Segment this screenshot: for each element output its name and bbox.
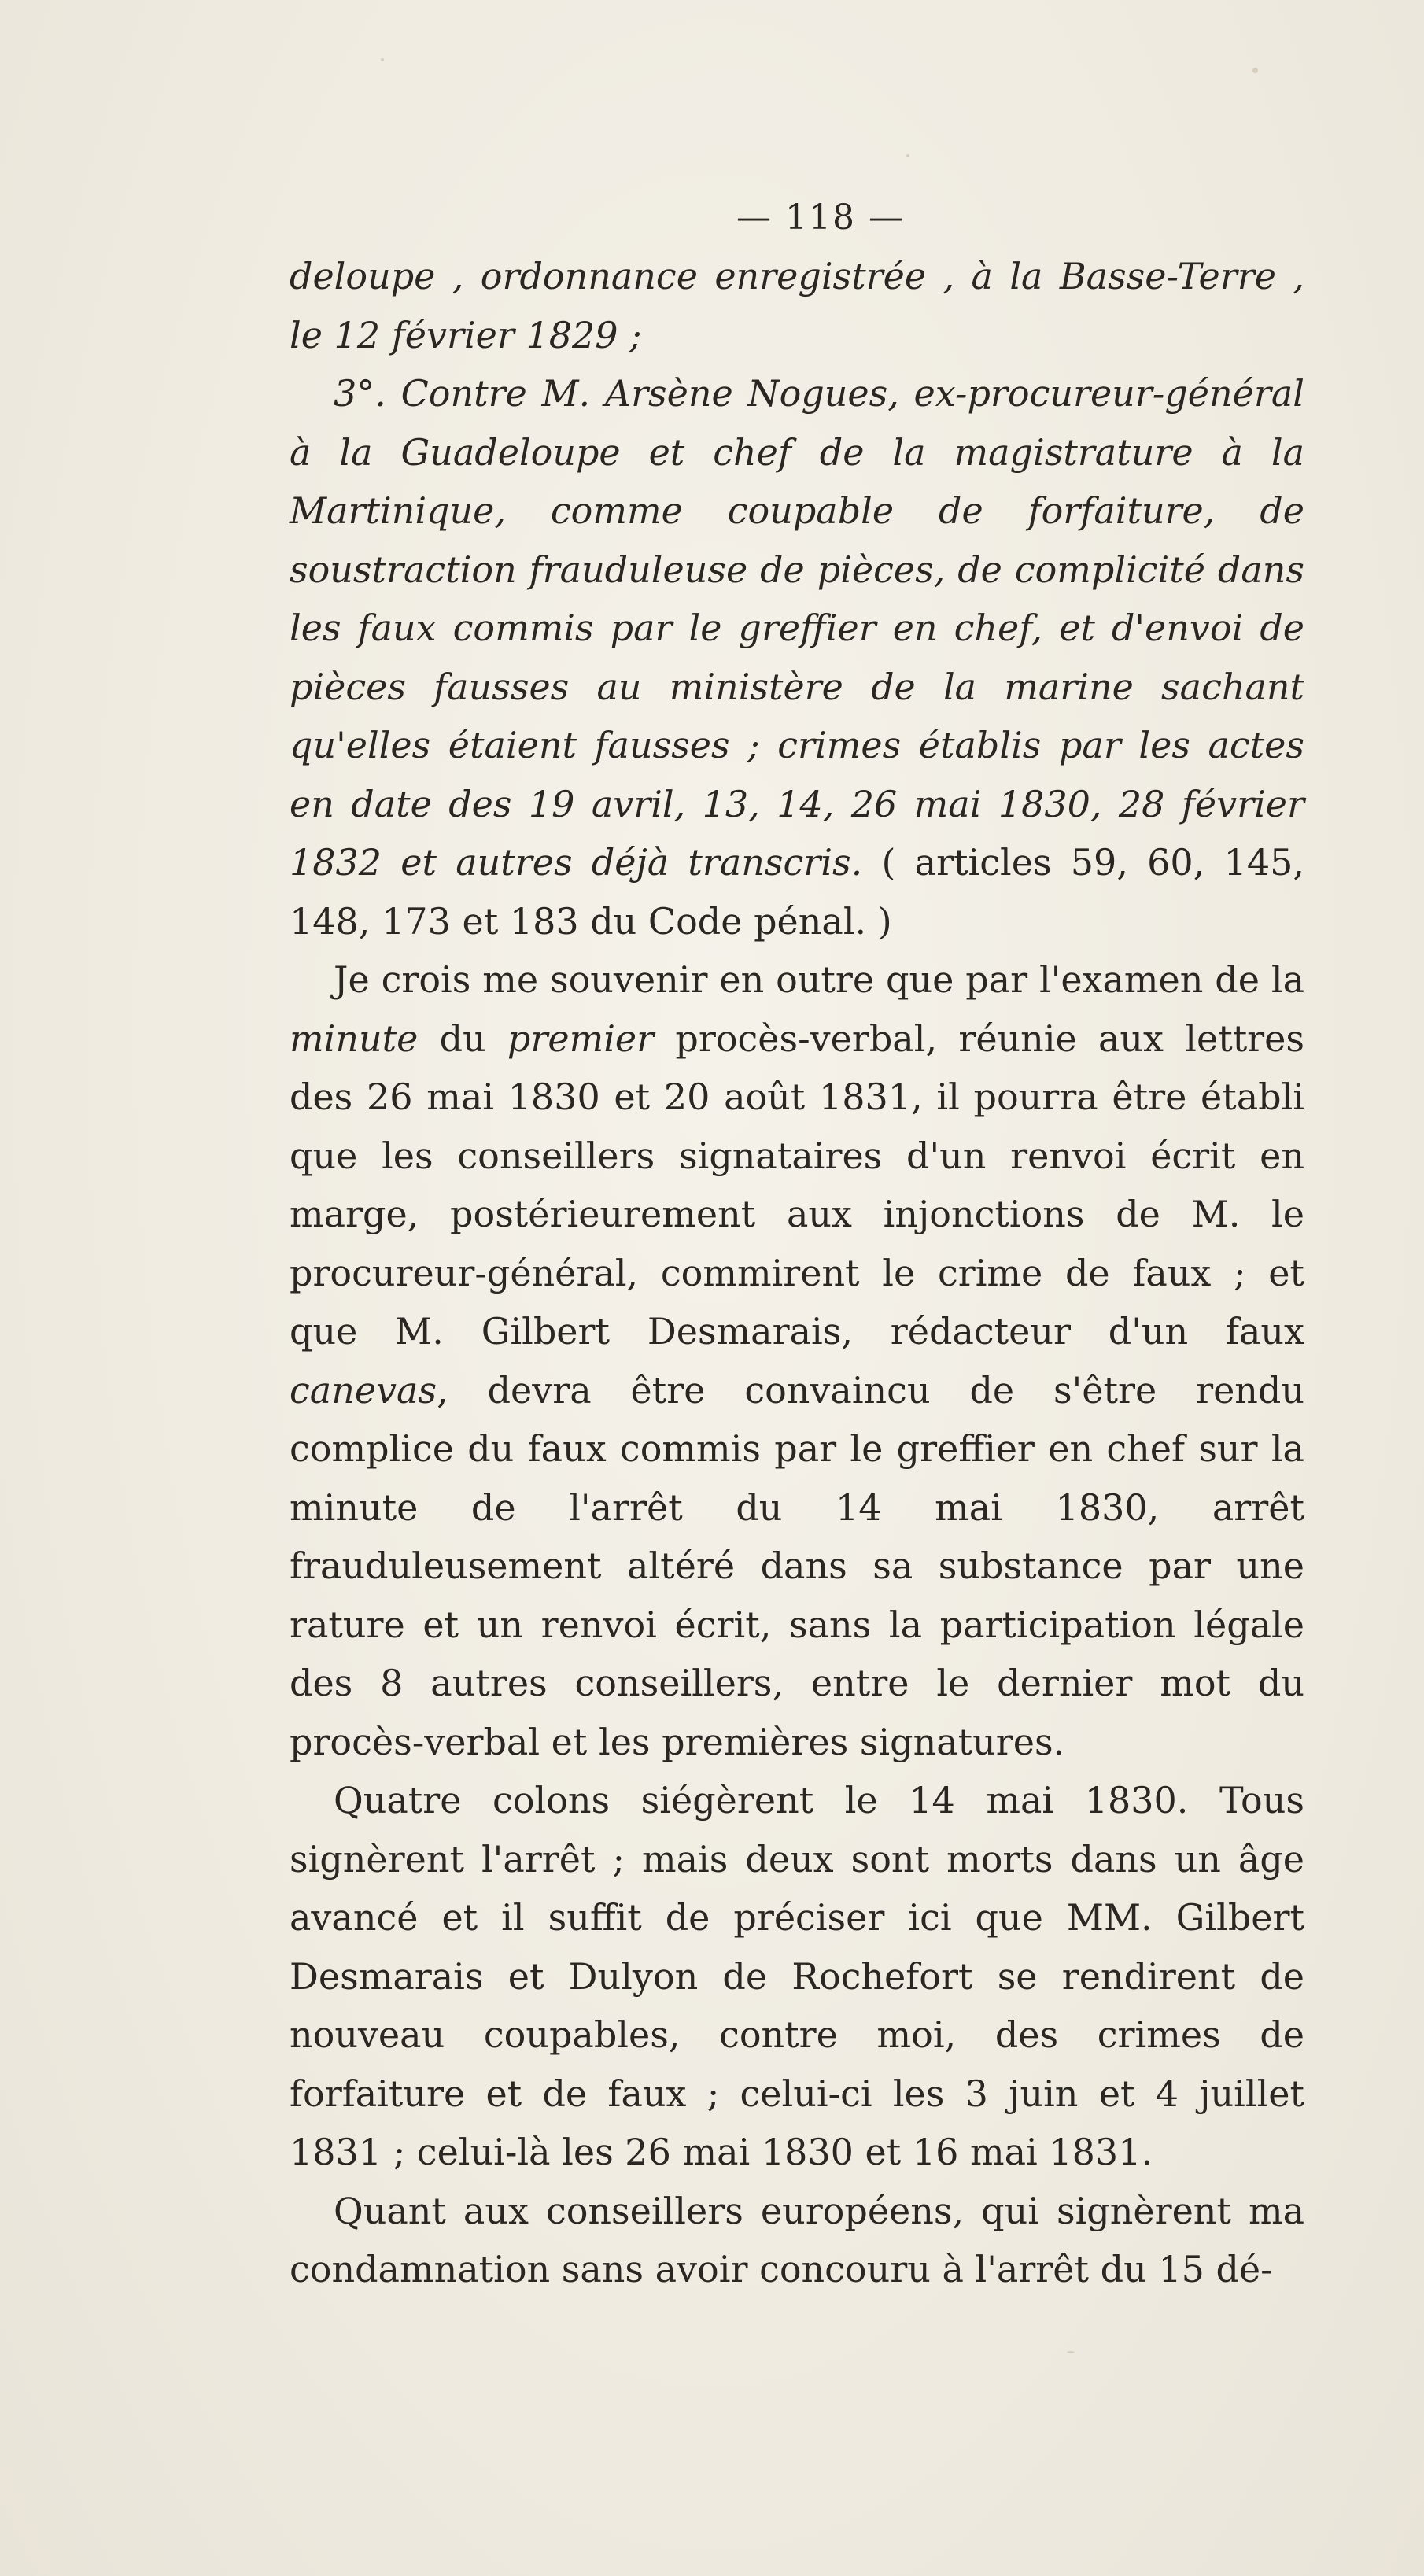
italic-text: canevas	[290, 1368, 437, 1412]
paper-spot	[906, 154, 909, 157]
italic-text: 3°. Contre M. Arsène Nogues, ex-procureur-général à la Guadeloupe et chef de la magistrature à la Martinique, comme coupable de forfaiture, de soustraction frauduleuse de pièces, de complicité dans les faux commis par le greffier en chef, et d'envoi de pièces fausses au ministère de la marine sachant qu'elles étaient fausses ; crimes établis par les actes en date des 19 avril, 13, 14, 26 mai 1830, 28 février 1832 et autres déjà transcris.	[290, 372, 1304, 884]
paragraph	[290, 247, 1304, 364]
paragraph	[290, 2182, 1304, 2299]
italic-text: minute	[290, 1017, 419, 1060]
paragraph	[290, 950, 1304, 1771]
italic-text: deloupe , ordonnance enregistrée , à la Basse-Terre , le 12 février 1829 ;	[290, 255, 1304, 356]
page-number: — 118 —	[736, 197, 905, 238]
paragraphs	[290, 247, 1304, 2299]
paper-spot	[1252, 68, 1258, 73]
paragraph	[290, 364, 1304, 950]
roman-text: Quatre colons siégèrent le 14 mai 1830. Tous signèrent l'arrêt ; mais deux sont morts dans un âge avancé et il suffit de préciser ici que MM. Gilbert Desmarais et Dulyon de Rochefort se rendirent de nouveau coupables, contre moi, des crimes de forfaiture et de faux ; celui-ci les 3 juin et 4 juillet 1831 ; celui-là les 26 mai 1830 et 16 mai 1831.	[290, 1779, 1304, 2173]
roman-text: Je crois me souvenir en outre que par l'examen de la	[334, 958, 1304, 1001]
italic-text: premier	[507, 1017, 655, 1060]
roman-text: Quant aux conseillers européens, qui signèrent ma condamnation sans avoir concouru à l'arrêt du 15 dé-	[290, 2189, 1304, 2290]
roman-text: du	[418, 1017, 507, 1060]
paragraph	[290, 1771, 1304, 2182]
roman-text: procès-verbal, réunie aux lettres des 26 mai 1830 et 20 août 1831, il pourra être établi que les conseillers signataires d'un renvoi écrit en marge, postérieurement aux injonctions de M. le procureur-général, commirent le crime de faux ; et que M. Gilbert Desmarais, rédacteur d'un faux	[290, 1017, 1304, 1353]
roman-text: , devra être convaincu de s'être rendu complice du faux commis par le greffier en chef sur la minute de l'arrêt du 14 mai 1830, arrêt frauduleusement altéré dans sa substance par une rature et un renvoi écrit, sans la participation légale des 8 autres conseillers, entre le dernier mot du procès-verbal et les premières signatures.	[290, 1368, 1304, 1763]
page-text	[290, 189, 1304, 2299]
paper-spot	[381, 58, 384, 61]
roman-text: ( articles 59, 60, 145, 148, 173 et 183 du Code pénal. )	[290, 841, 1304, 943]
paper-spot	[1067, 2351, 1075, 2353]
